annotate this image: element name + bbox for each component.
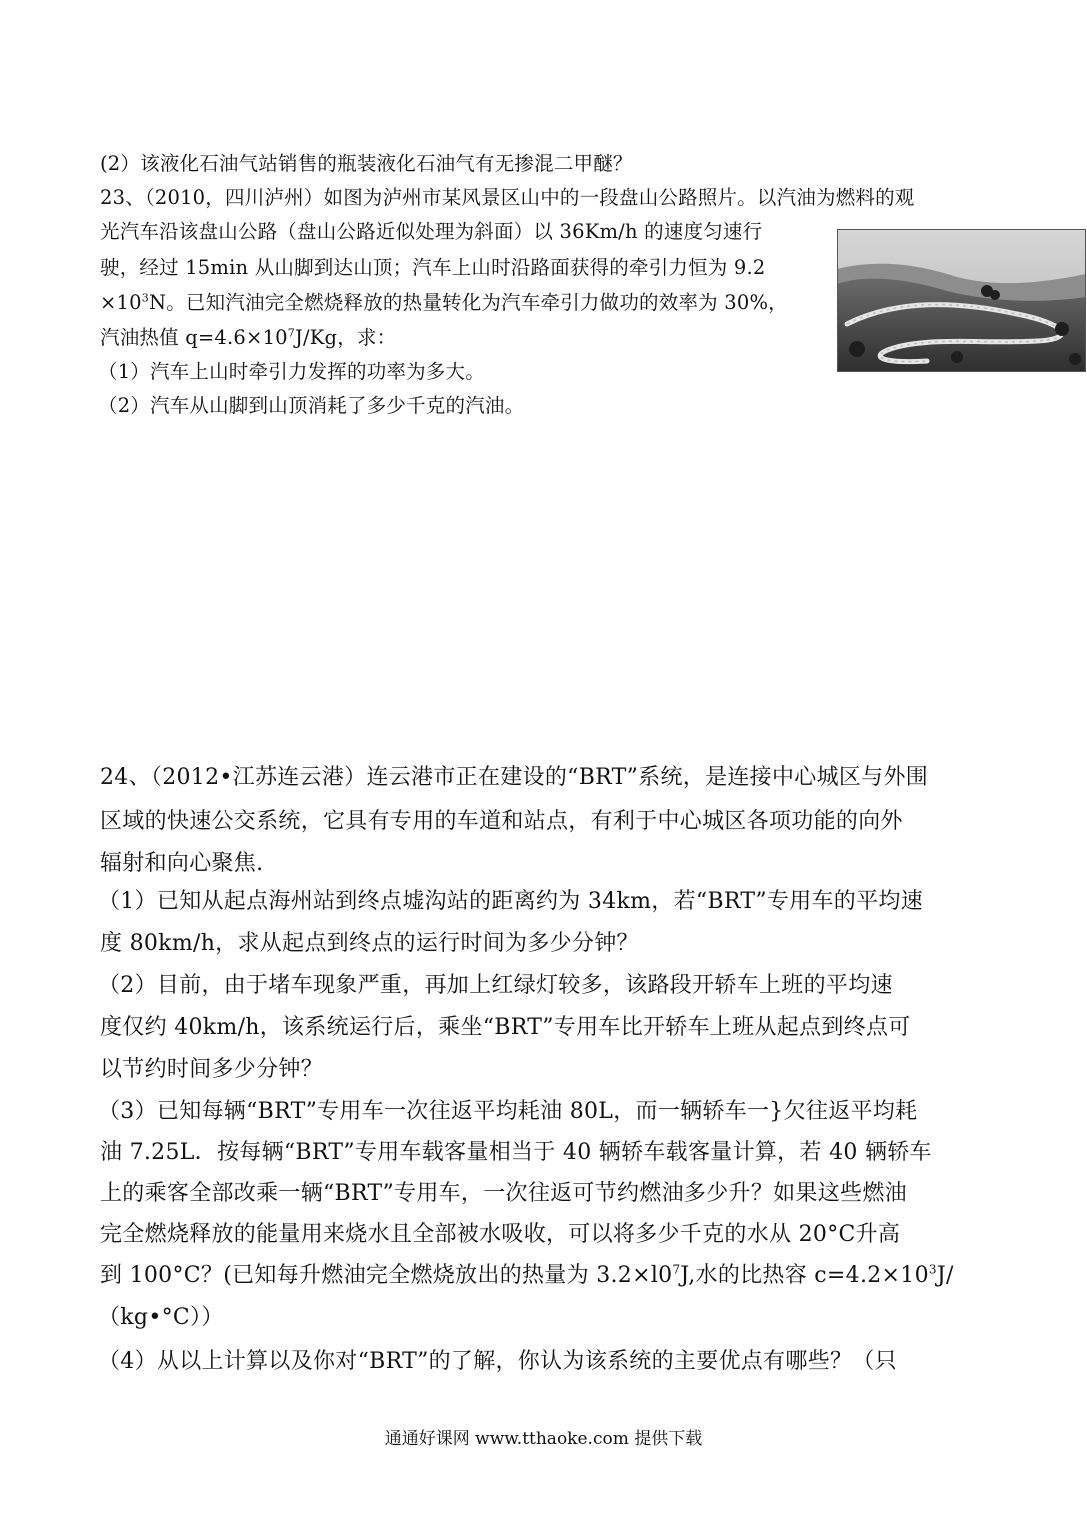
q23-line3: 驶，经过 15min 从山脚到达山顶；汽车上山时沿路面获得的牵引力恒为 9.2 (100, 256, 766, 279)
q24-part3-line2: 油 7.25L．按每辆“BRT”专用车载客量相当于 40 辆轿车载客量计算，若 40 辆轿车 (100, 1140, 932, 1165)
q24-part3-line5-mid: J,水的比热容 c=4.2×10 (680, 1263, 929, 1288)
q24-part2-line3: 以节约时间多少分钟？ (100, 1057, 324, 1082)
q24-line1: 24、（2012•江苏连云港）连云港市正在建设的“BRT”系统，是连接中心城区与外围 (100, 765, 929, 790)
q24-line3: 辐射和向心聚焦. (100, 851, 264, 876)
q23-line5-post: J/Kg，求： (295, 326, 397, 349)
q23-line1: 23、（2010，四川泸州）如图为泸州市某风景区山中的一段盘山公路照片。以汽油为燃料的观 (100, 186, 915, 209)
q24-part3-line3: 上的乘客全部改乘一辆“BRT”专用车，一次往返可节约燃油多少升？如果这些燃油 (100, 1181, 907, 1206)
q24-part3-line1: （3）已知每辆“BRT”专用车一次往返平均耗油 80L，而一辆轿车一}欠往返平均耗 (98, 1099, 918, 1124)
q23-question1: （1）汽车上山时牵引力发挥的功率为多大。 (98, 360, 485, 383)
q24-line2: 区域的快速公交系统，它具有专用的车道和站点，有利于中心城区各项功能的向外 (100, 809, 903, 834)
q24-part3-line5 (100, 1258, 954, 1289)
q23-line4-pre: ×10 (100, 291, 142, 314)
q24-part2-line2: 度仅约 40km/h，该系统运行后，乘坐“BRT”专用车比开轿车上班从起点到终点可 (100, 1015, 911, 1040)
q24-part3-line5-post: J/ (936, 1263, 954, 1288)
q23-line4 (100, 287, 788, 315)
q23-line5 (100, 322, 396, 350)
q24-part3-line4: 完全燃烧释放的能量用来烧水且全部被水吸收，可以将多少千克的水从 20°C升高 (100, 1222, 901, 1247)
q23-line4-post: N。已知汽油完全燃烧释放的热量转化为汽车牵引力做功的效率为 30%， (148, 291, 788, 314)
q24-part3-line5-sup2: 3 (928, 1262, 937, 1277)
page-footer: 通通好课网 www.tthaoke.com 提供下载 (384, 1429, 703, 1449)
q24-part3-line5-pre: 到 100°C？(已知每升燃油完全燃烧放出的热量为 3.2×l0 (100, 1263, 673, 1288)
q24-part1-line2: 度 80km/h，求从起点到终点的运行时间为多少分钟？ (100, 931, 639, 956)
q23-line5-sup: 7 (287, 326, 295, 340)
mountain-road-photo (837, 229, 1086, 372)
q22-part2: (2）该液化石油气站销售的瓶装液化石油气有无掺混二甲醚？ (100, 152, 633, 175)
q24-part2-line1: （2）目前，由于堵车现象严重，再加上红绿灯较多，该路段开轿车上班的平均速 (98, 973, 893, 998)
q24-part1-line1: （1）已知从起点海州站到终点墟沟站的距离约为 34km，若“BRT”专用车的平均速 (98, 889, 923, 914)
q23-question2: （2）汽车从山脚到山顶消耗了多少千克的汽油。 (98, 394, 525, 417)
q24-part3-line5-sup1: 7 (672, 1262, 681, 1277)
q24-part4-line1: （4）从以上计算以及你对“BRT”的了解，你认为该系统的主要优点有哪些？（只 (98, 1349, 897, 1374)
q23-line5-pre: 汽油热值 q=4.6×10 (100, 326, 288, 349)
q23-line4-sup: 3 (141, 291, 149, 305)
q23-line2: 光汽车沿该盘山公路（盘山公路近似处理为斜面）以 36Km/h 的速度匀速行 (100, 220, 763, 243)
q24-part3-line6: （kg•°C）） (98, 1305, 224, 1330)
